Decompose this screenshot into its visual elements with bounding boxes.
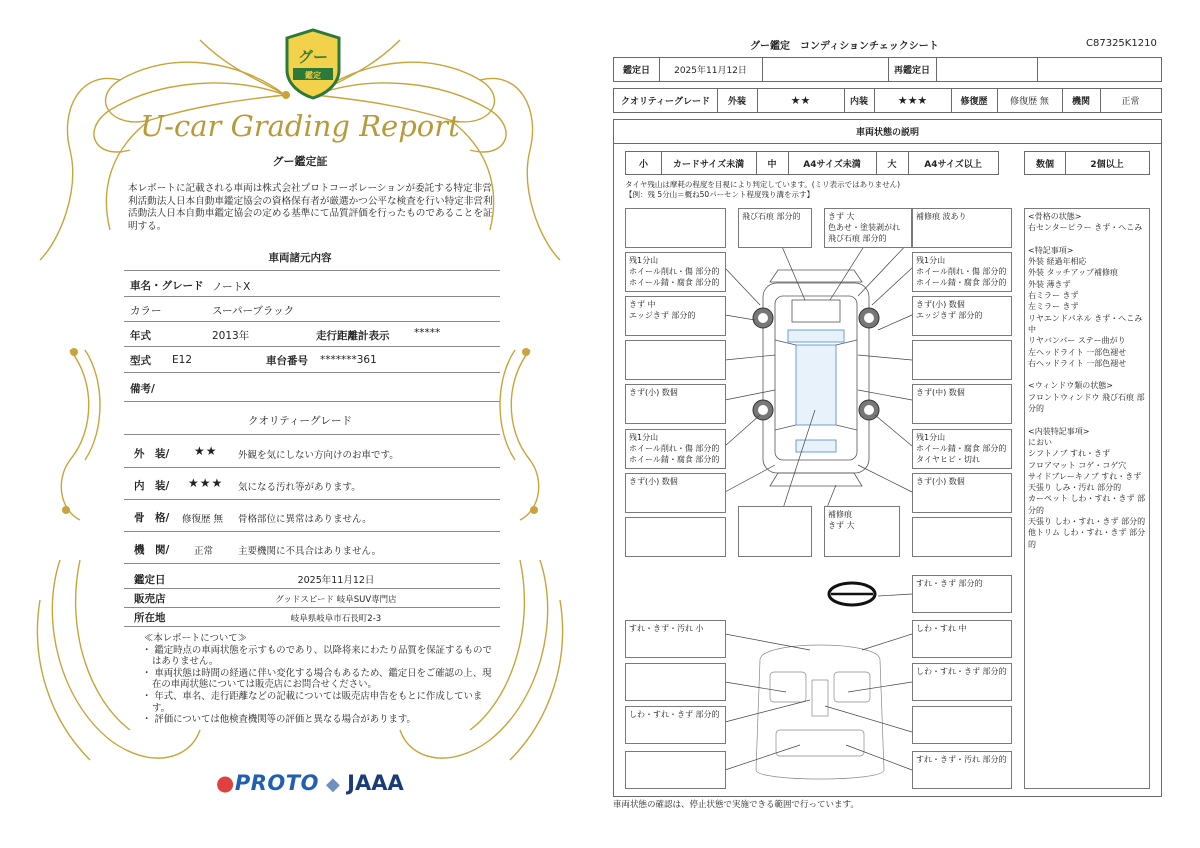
note-empty bbox=[625, 340, 726, 380]
repair-value: 修復歴 無 bbox=[1010, 97, 1049, 107]
frame-value: 修復歴 無 bbox=[182, 514, 224, 525]
size-small-desc: カードサイズ未満 bbox=[672, 159, 745, 170]
sheet-code: C87325K1210 bbox=[1086, 38, 1157, 49]
note-empty bbox=[738, 506, 812, 557]
engine-desc: 主要機関に不具合はありません。 bbox=[238, 546, 382, 557]
engine-value: 正常 bbox=[194, 546, 214, 557]
footer-note: 車両状態の確認は、停止状態で実施できる範囲で行っています。 bbox=[613, 800, 859, 810]
size-small: 小 bbox=[638, 159, 648, 170]
chassis-value: *******361 bbox=[320, 354, 377, 366]
count-label: 数個 bbox=[1035, 159, 1054, 170]
note-empty bbox=[625, 751, 726, 789]
note-front-right: 補修痕 波あり bbox=[912, 208, 1012, 248]
note-empty bbox=[912, 706, 1012, 744]
note-item: ・ 年式、車名、走行距離などの記載については販売店申告をもとに作成しています。 bbox=[142, 690, 483, 714]
report-title: U-car Grading Report bbox=[140, 109, 460, 143]
steering-wheel-icon bbox=[829, 583, 875, 605]
svg-text:グー: グー bbox=[297, 48, 329, 66]
engine-value: 正常 bbox=[1121, 97, 1140, 107]
mileage-value: ***** bbox=[414, 327, 441, 339]
interior-label: 内 装/ bbox=[134, 480, 170, 492]
size-mid-desc: A4サイズ未満 bbox=[803, 159, 861, 170]
tire-example: 【例：残 5分山＝概ね50パーセント程度残り溝を示す】 bbox=[625, 190, 815, 199]
repair-label: 修復歴 bbox=[960, 97, 988, 107]
engine-label: 機関 bbox=[1071, 97, 1090, 107]
note-item: ・ 評価については他検査機関等の評価と異なる場合があります。 bbox=[142, 714, 416, 726]
note-seat-r: しわ・すれ・きず 部分的 bbox=[912, 663, 1012, 701]
mileage-label: 走行距離計表示 bbox=[316, 330, 390, 342]
goo-emblem bbox=[287, 30, 339, 98]
shop-label: 販売店 bbox=[134, 593, 166, 605]
quality-heading: クオリティーグレード bbox=[248, 415, 352, 427]
note-rear-seat-r: すれ・きず・汚れ 部分的 bbox=[912, 751, 1012, 789]
exterior-stars: ★★ bbox=[194, 444, 218, 458]
certificate-intro: 本レポートに記載される車両は株式会社プロトコーポレーションが委託する特定非営利活動法人日本自動車鑑定協会の資格保有者が厳選かつ公平な検査を行い特定非営利活動法人日本自動車鑑定協会の定める基準にて品質評価を行ったものであることを証明する。 bbox=[128, 183, 493, 232]
frame-desc: 骨格部位に異常はありません。 bbox=[238, 514, 372, 525]
exterior-label: 外 装/ bbox=[134, 448, 170, 460]
note-fender-r: きず(小) 数個 エッジきず 部分的 bbox=[912, 296, 1012, 336]
car-name-label: 車名・グレード bbox=[130, 280, 204, 292]
count-value: 2個以上 bbox=[1090, 159, 1124, 170]
year-value: 2013年 bbox=[212, 330, 250, 342]
model-label: 型式 bbox=[130, 355, 151, 367]
size-large: 大 bbox=[887, 159, 897, 170]
color-label: カラー bbox=[130, 305, 162, 317]
note-empty bbox=[912, 517, 1012, 557]
condition-check-sheet bbox=[600, 0, 1200, 848]
note-rear-bumper: 補修痕 きず 大 bbox=[824, 506, 900, 557]
tire-note: タイヤ残山は摩耗の程度を目視により判定しています。(ミリ表示ではありません) bbox=[625, 180, 901, 189]
exterior-stars: ★★ bbox=[790, 94, 811, 107]
note-fender-l: きず 中 エッジきず 部分的 bbox=[625, 296, 726, 336]
note-empty bbox=[625, 663, 726, 701]
chassis-label: 車台番号 bbox=[266, 355, 308, 367]
note-door-l: きず(小) 数個 bbox=[625, 384, 726, 424]
exterior-desc: 外観を気にしない方向けのお車です。 bbox=[238, 450, 399, 461]
exterior-label: 外装 bbox=[727, 97, 746, 107]
note-front-mid: 飛び石痕 部分的 bbox=[738, 208, 812, 248]
interior-desc: 気になる汚れ等があります。 bbox=[238, 482, 361, 493]
note-item: ・ 鑑定時点の車両状態を示すものであり、以降将来にわたり品質を保証するものではありません。 bbox=[142, 644, 492, 668]
date-label: 鑑定日 bbox=[622, 66, 650, 76]
address-label: 所在地 bbox=[134, 612, 166, 624]
note-empty bbox=[912, 340, 1012, 380]
certificate-heading: グー鑑定証 bbox=[272, 155, 328, 168]
date-value: 2025年11月12日 bbox=[297, 575, 375, 586]
size-large-desc: A4サイズ以上 bbox=[924, 159, 982, 170]
note-dash-l: すれ・きず・汚れ 小 bbox=[625, 620, 726, 658]
remarks-label: 備考/ bbox=[130, 383, 155, 395]
reinspect-label: 再鑑定日 bbox=[893, 66, 930, 76]
note-rear-l: きず(小) 数個 bbox=[625, 473, 726, 513]
engine-label: 機 関/ bbox=[134, 544, 170, 556]
size-mid: 中 bbox=[767, 159, 777, 170]
note-tire-rl: 残1分山 ホイール削れ・傷 部分的 ホイール錆・腐食 部分的 bbox=[625, 429, 726, 469]
svg-text:鑑定: 鑑定 bbox=[305, 71, 321, 80]
note-seat-l: しわ・すれ・きず 部分的 bbox=[625, 706, 726, 744]
interior-stars: ★★★ bbox=[188, 476, 224, 490]
notes-title: ≪本レポートについて≫ bbox=[144, 633, 247, 644]
note-item: ・ 車両状態は時間の経過に伴い変化する場合もあるため、鑑定日をご確認の上、現在の車両状態については販売店にお問合せください。 bbox=[142, 667, 492, 691]
spec-heading: 車両諸元内容 bbox=[268, 252, 332, 264]
date-label: 鑑定日 bbox=[134, 574, 166, 586]
note-tire-fr: 残1分山 ホイール削れ・傷 部分的 ホイール錆・腐食 部分的 bbox=[912, 252, 1012, 292]
proto-logo: ●PROTO bbox=[216, 771, 319, 795]
shop-value: グッドスピード 岐阜SUV専門店 bbox=[275, 595, 397, 605]
quality-label: クオリティーグレード bbox=[620, 97, 711, 107]
date-value: 2025年11月12日 bbox=[674, 66, 747, 76]
interior-stars: ★★★ bbox=[897, 94, 928, 107]
note-rear-r: きず(小) 数個 bbox=[912, 473, 1012, 513]
note-tire-fl: 残1分山 ホイール削れ・傷 部分的 ホイール錆・腐食 部分的 bbox=[625, 252, 726, 292]
jaaa-logo: ◆ JAAA bbox=[326, 771, 404, 795]
note-steering: すれ・きず 部分的 bbox=[912, 575, 1012, 613]
car-name-value: ノートX bbox=[212, 281, 251, 293]
note-empty bbox=[625, 517, 726, 557]
interior-label: 内装 bbox=[849, 97, 868, 107]
note-empty bbox=[625, 208, 726, 248]
color-value: スーパーブラック bbox=[212, 305, 295, 317]
model-value: E12 bbox=[172, 354, 192, 366]
note-door-r: きず(中) 数個 bbox=[912, 384, 1012, 424]
note-front-hood: きず 大 色あせ・塗装剥がれ 飛び石痕 部分的 bbox=[824, 208, 912, 248]
note-tire-rr: 残1分山 ホイール錆・腐食 部分的 タイヤヒビ・切れ bbox=[912, 429, 1012, 469]
address-value: 岐阜県岐阜市石長町2-3 bbox=[290, 614, 382, 624]
year-label: 年式 bbox=[130, 330, 151, 342]
status-title: 車両状態の説明 bbox=[614, 120, 1161, 144]
note-dash-r: しわ・すれ 中 bbox=[912, 620, 1012, 658]
sheet-title: グー鑑定 コンディションチェックシート bbox=[750, 41, 939, 52]
frame-label: 骨 格/ bbox=[134, 512, 170, 524]
remarks-panel: <骨格の状態> 右センターピラー きず・へこみ <特記事項> 外装 経過年相応 外装 タッチアップ補修痕 外装 薄きず 右ミラー きず 左ミラー きず リヤエンドパネル きず・へこみ 中 リヤバンパー ステー曲がり 左ヘッドライト 一部色褪せ 右ヘッドライト 一部色褪せ <ウィンドウ類の状態> フロントウィンドウ 飛び石痕 部分的 <内装特記事項> におい シフトノブ すれ・きず フロアマット コゲ・コゲ穴 サイドブレーキノブ すれ・きず 天張り しみ・汚れ 部分的 カーペット しわ・すれ・きず 部分的 天張り しわ・すれ・きず 部分的 他トリム しわ・すれ・きず 部分的 bbox=[1024, 208, 1150, 789]
report-notes bbox=[134, 633, 494, 726]
